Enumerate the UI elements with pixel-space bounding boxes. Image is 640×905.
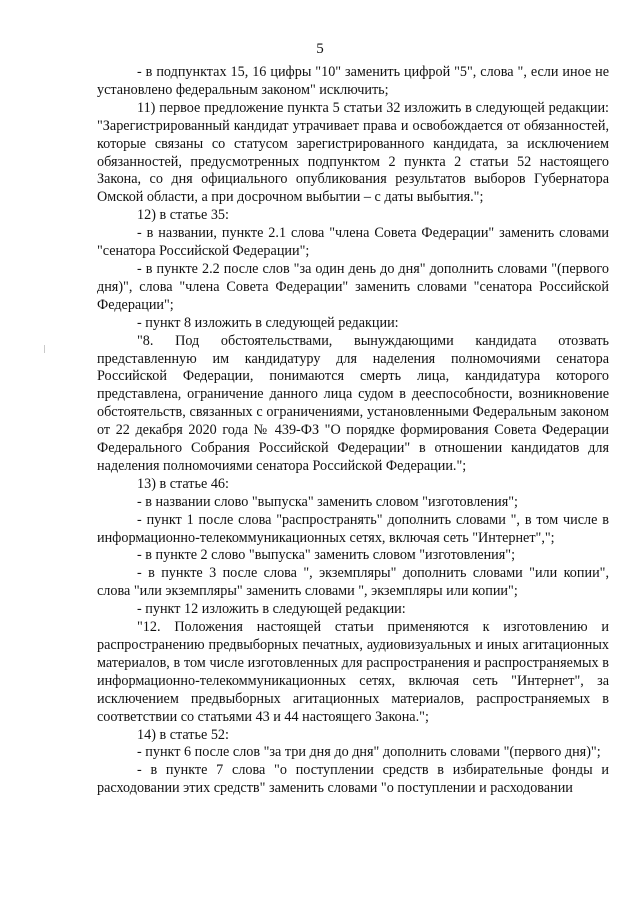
paragraph-article-46-point-3: - в пункте 3 после слова ", экземпляры" дополнить словами "или копии", слова "или экземпляры" заменить словами ", экземпляры или копии"; [97,565,609,600]
document-body [97,64,609,798]
paragraph-point-12-intro: - пункт 12 изложить в следующей редакции: [137,601,406,618]
paragraph-point-8-text: "8. Под обстоятельствами, вынуждающими кандидата отозвать представленную им кандидатуру для наделения полномочиями сенатора Российской Федерации, понимаются смерть лица, кандидатура которого представлена, ограничение данного лица судом в дееспособности, возникновение обстоятельств, связанных с ограничениями, установленными Федеральным законом от 22 декабря 2020 года № 439-ФЗ "О порядке формирования Совета Федерации Федерального Собрания Российской Федерации" в отношении кандидатов для наделения полномочиями сенатора Российской Федерации."; [97,332,609,474]
paragraph-item-14-heading: 14) в статье 52: [137,726,229,743]
paragraph-article-46-point-1: - пункт 1 после слова "распространять" дополнить словами ", в том числе в информационно-телекоммуникационных сетях, включая сеть "Интернет","; [97,511,609,546]
margin-mark [44,345,45,353]
paragraph-item-13-heading: 13) в статье 46: [137,475,229,492]
paragraph-article-35-title-change: - в названии, пункте 2.1 слова "члена Совета Федерации" заменить словами "сенатора Российской Федерации"; [97,225,609,260]
paragraph-article-46-title-change: - в названии слово "выпуска" заменить словом "изготовления"; [137,493,518,510]
paragraph-point-12-text: "12. Положения настоящей статьи применяются к изготовлению и распространению предвыборных печатных, аудиовизуальных и иных агитационных материалов, в том числе изготовленных для распространения и распространяемых в информационно-телекоммуникационных сетях, включая сеть "Интернет", за исключением предвыборных агитационных материалов, распространяемых в соответствии со статьями 43 и 44 настоящего Закона."; [97,619,609,725]
paragraph-point-8-intro: - пункт 8 изложить в следующей редакции: [137,314,399,331]
page-number: 5 [316,41,324,57]
paragraph-article-35-point-2-2: - в пункте 2.2 после слов "за один день до дня" дополнить словами "(первого дня)", слова "члена Совета Федерации" заменить словами "сенатора Российской Федерации"; [97,260,609,313]
paragraph-subpoints-15-16: - в подпунктах 15, 16 цифры "10" заменить цифрой "5", слова ", если иное не установлено федеральным законом" исключить; [97,64,609,98]
paragraph-article-52-point-6: - пункт 6 после слов "за три дня до дня" дополнить словами "(первого дня)"; [137,744,601,761]
paragraph-item-12-heading: 12) в статье 35: [137,207,229,224]
paragraph-item-11: 11) первое предложение пункта 5 статьи 32 изложить в следующей редакции: "Зарегистрированный кандидат утрачивает права и освобождается от обязанностей, которые связаны со статусом зарегистрированного кандидата, за исключением обязанностей, предусмотренных подпунктом 2 пункта 2 статьи 52 настоящего Закона, со дня официального опубликования результатов выборов Губернатора Омской области, а при досрочном выбытии – с даты выбытия."; [97,99,609,206]
paragraph-article-46-point-2: - в пункте 2 слово "выпуска" заменить словом "изготовления"; [137,547,516,564]
paragraph-article-52-point-7: - в пункте 7 слова "о поступлении средств в избирательные фонды и расходовании этих средств" заменить словами "о поступлении и расходовании [97,762,609,797]
